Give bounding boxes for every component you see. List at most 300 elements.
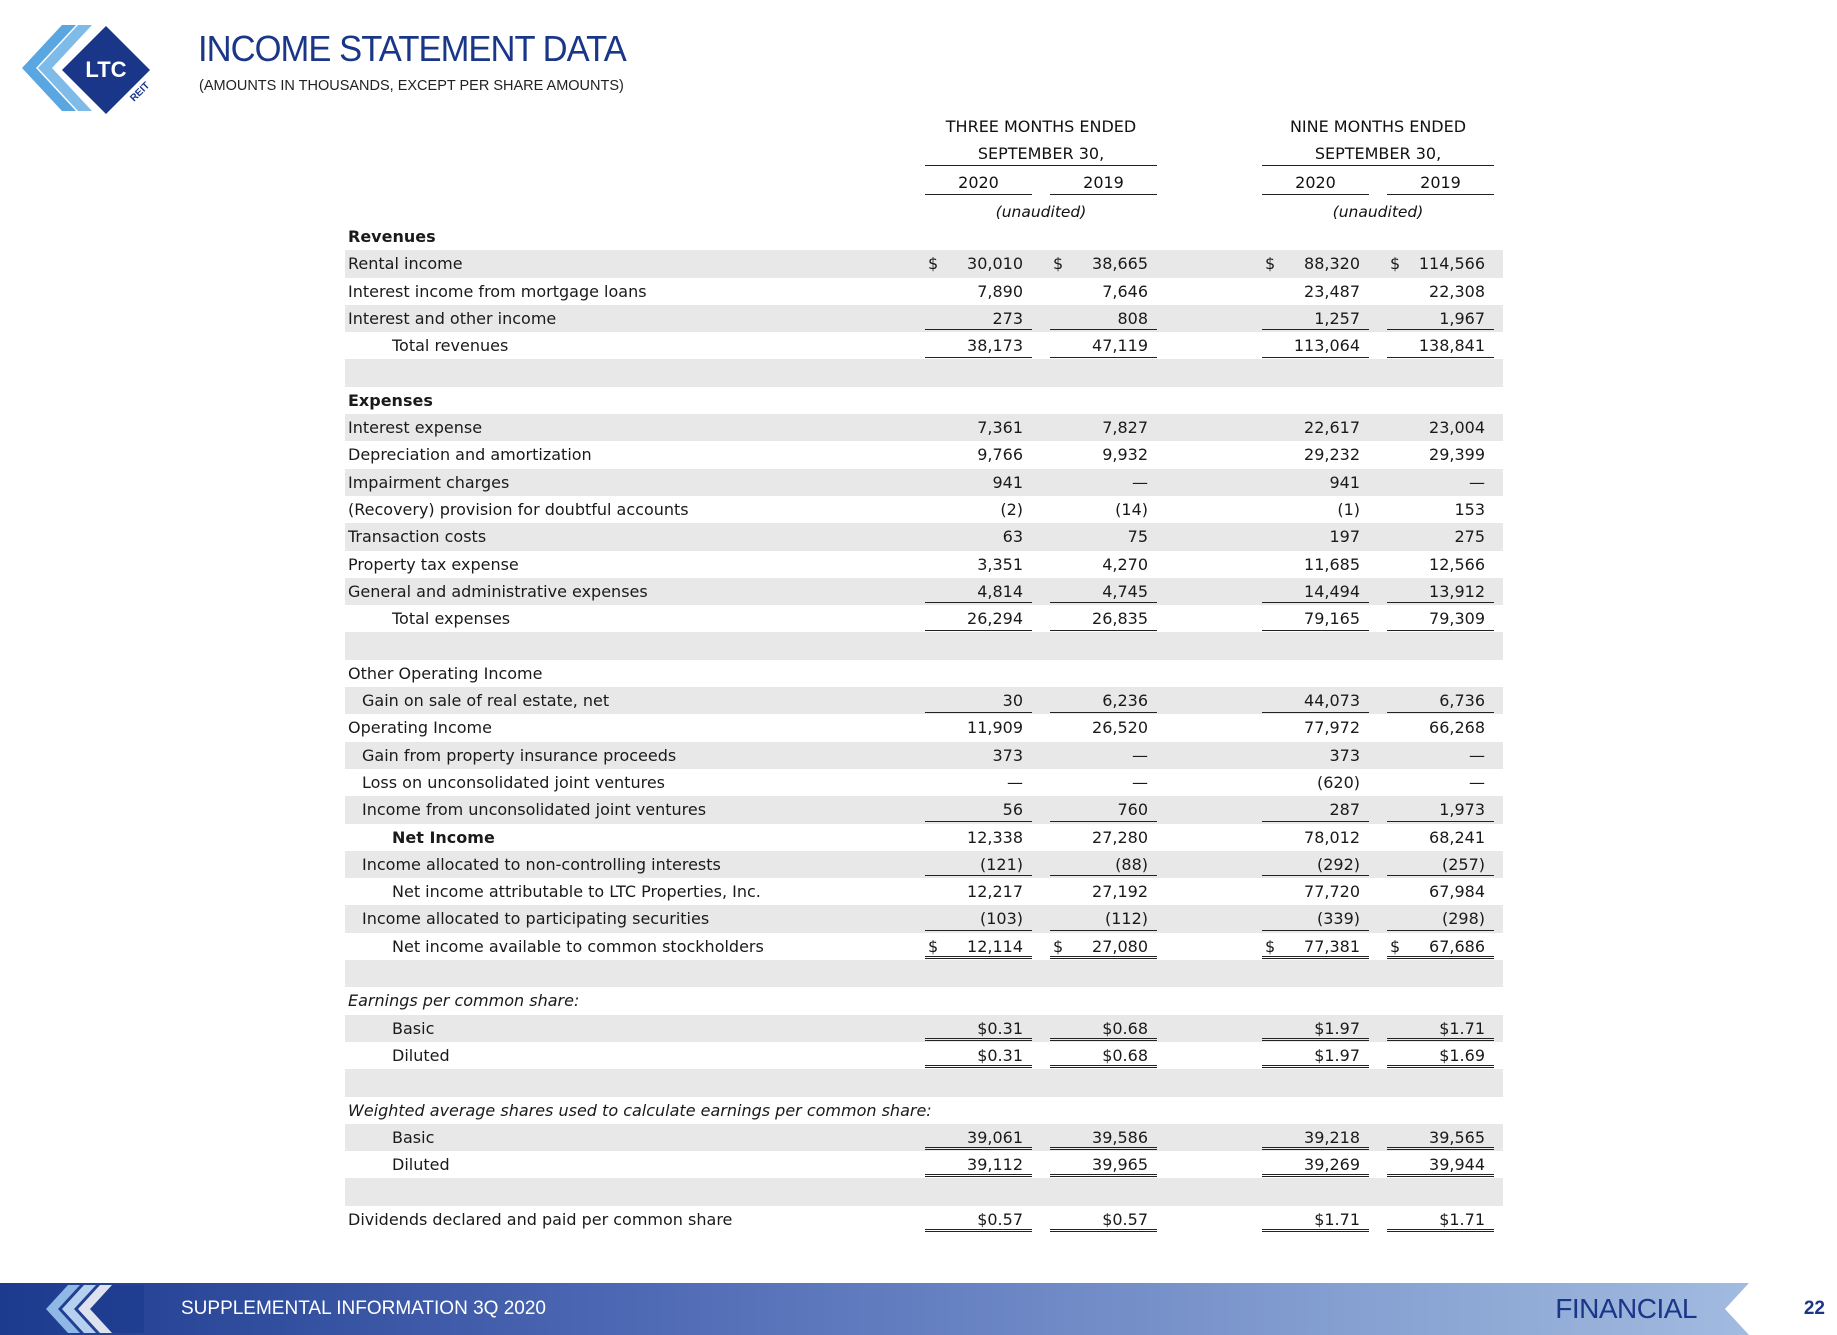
cell-value: 27,080 <box>1092 936 1148 956</box>
value-cell-nine-months-2019 <box>1387 578 1494 604</box>
value-cell-three-months-2020 <box>925 1206 1032 1232</box>
cell-value: 22,617 <box>1304 418 1360 438</box>
value-cell-three-months-2019 <box>1050 1151 1157 1177</box>
value-cell-three-months-2019 <box>1050 742 1157 769</box>
value-cell-three-months-2020 <box>925 742 1032 769</box>
row-label: Interest expense <box>348 418 483 438</box>
row-label: Basic <box>392 1127 435 1147</box>
value-cell-nine-months-2020 <box>1262 687 1369 713</box>
value-cell-three-months-2019 <box>1050 523 1157 550</box>
value-cell-three-months-2019 <box>1050 605 1157 631</box>
spacer-row <box>345 1069 1503 1096</box>
currency-symbol: $ <box>1053 254 1064 274</box>
table-row <box>345 714 1503 741</box>
currency-symbol: $ <box>928 254 939 274</box>
cell-value: (298) <box>1441 909 1485 929</box>
cell-value: 29,399 <box>1429 445 1485 465</box>
table-row <box>345 414 1503 441</box>
value-cell-three-months-2019 <box>1050 1206 1157 1232</box>
cell-value: 153 <box>1454 499 1485 519</box>
value-cell-nine-months-2019 <box>1387 1042 1494 1068</box>
value-cell-nine-months-2020 <box>1262 1151 1369 1177</box>
cell-value: 39,112 <box>967 1155 1023 1175</box>
cell-value: 66,268 <box>1429 718 1485 738</box>
cell-value: (339) <box>1316 909 1360 929</box>
cell-value: $1.71 <box>1439 1209 1485 1229</box>
cell-value: 39,586 <box>1092 1127 1148 1147</box>
value-cell-nine-months-2019 <box>1387 250 1494 277</box>
logo-text: LTC <box>85 57 127 82</box>
row-label: Gain from property insurance proceeds <box>362 745 677 765</box>
currency-symbol: $ <box>928 936 939 956</box>
page-subtitle: (AMOUNTS IN THOUSANDS, EXCEPT PER SHARE AMOUNTS) <box>199 78 624 94</box>
row-label: Interest and other income <box>348 308 557 328</box>
cell-value: 7,646 <box>1102 281 1148 301</box>
cell-value: $0.31 <box>977 1018 1023 1038</box>
cell-value: — <box>1132 745 1148 765</box>
footer-bar <box>0 1283 1837 1335</box>
cell-value: $1.97 <box>1314 1018 1360 1038</box>
value-cell-three-months-2020 <box>925 441 1032 468</box>
cell-value: 7,827 <box>1102 418 1148 438</box>
cell-value: 6,736 <box>1439 691 1485 711</box>
table-row <box>345 223 1503 250</box>
cell-value: $0.31 <box>977 1045 1023 1065</box>
cell-value: 12,217 <box>967 882 1023 902</box>
cell-value: $1.69 <box>1439 1045 1485 1065</box>
row-label: Income allocated to participating securities <box>362 909 710 929</box>
table-row <box>345 305 1503 332</box>
cell-value: 9,932 <box>1102 445 1148 465</box>
value-cell-nine-months-2019 <box>1387 278 1494 305</box>
value-cell-three-months-2020 <box>925 250 1032 277</box>
value-cell-three-months-2020 <box>925 278 1032 305</box>
cell-value: 39,218 <box>1304 1127 1360 1147</box>
row-label: Expenses <box>348 390 433 410</box>
row-label: Depreciation and amortization <box>348 445 592 465</box>
cell-value: (2) <box>1000 499 1023 519</box>
value-cell-three-months-2019 <box>1050 796 1157 822</box>
cell-value: 39,944 <box>1429 1155 1485 1175</box>
value-cell-three-months-2020 <box>925 605 1032 631</box>
currency-symbol: $ <box>1390 254 1401 274</box>
cell-value: (1) <box>1337 499 1360 519</box>
value-cell-three-months-2020 <box>925 824 1032 851</box>
value-cell-three-months-2019 <box>1050 1124 1157 1150</box>
cell-value: 4,745 <box>1102 581 1148 601</box>
row-label: Net income attributable to LTC Properties, Inc. <box>392 882 761 902</box>
value-cell-nine-months-2019 <box>1387 742 1494 769</box>
cell-value: 114,566 <box>1418 254 1485 274</box>
value-cell-three-months-2019 <box>1050 250 1157 277</box>
table-row <box>345 1042 1503 1069</box>
cell-value: 13,912 <box>1429 581 1485 601</box>
table-row <box>345 332 1503 359</box>
row-label: Basic <box>392 1018 435 1038</box>
cell-value: 67,984 <box>1429 882 1485 902</box>
value-cell-three-months-2020 <box>925 1042 1032 1068</box>
value-cell-three-months-2019 <box>1050 278 1157 305</box>
value-cell-three-months-2020 <box>925 1015 1032 1041</box>
value-cell-nine-months-2020 <box>1262 1206 1369 1232</box>
row-label: General and administrative expenses <box>348 581 648 601</box>
table-row <box>345 1151 1503 1178</box>
value-cell-nine-months-2020 <box>1262 1015 1369 1041</box>
value-cell-nine-months-2020 <box>1262 578 1369 604</box>
cell-value: — <box>1007 772 1023 792</box>
cell-value: 941 <box>1329 472 1360 492</box>
value-cell-three-months-2019 <box>1050 305 1157 331</box>
cell-value: 27,280 <box>1092 827 1148 847</box>
three-months-header-line2: SEPTEMBER 30, <box>925 144 1157 166</box>
value-cell-nine-months-2020 <box>1262 796 1369 822</box>
value-cell-nine-months-2020 <box>1262 714 1369 741</box>
nine-months-unaudited: (unaudited) <box>1332 203 1424 221</box>
value-cell-three-months-2019 <box>1050 332 1157 358</box>
row-label: Transaction costs <box>348 527 487 547</box>
ltc-logo <box>22 20 162 120</box>
cell-value: $1.97 <box>1314 1045 1360 1065</box>
income-statement-table <box>345 223 1503 1233</box>
row-label: Total revenues <box>392 336 509 356</box>
cell-value: 30,010 <box>967 254 1023 274</box>
value-cell-nine-months-2019 <box>1387 551 1494 578</box>
row-label: (Recovery) provision for doubtful accounts <box>348 499 689 519</box>
row-label: Diluted <box>392 1155 450 1175</box>
table-row <box>345 551 1503 578</box>
table-row <box>345 1015 1503 1042</box>
cell-value: 88,320 <box>1304 254 1360 274</box>
cell-value: 77,972 <box>1304 718 1360 738</box>
value-cell-nine-months-2020 <box>1262 1042 1369 1068</box>
cell-value: 1,967 <box>1439 308 1485 328</box>
cell-value: — <box>1469 472 1485 492</box>
cell-value: 23,487 <box>1304 281 1360 301</box>
cell-value: 78,012 <box>1304 827 1360 847</box>
table-row <box>345 769 1503 796</box>
value-cell-nine-months-2020 <box>1262 769 1369 796</box>
cell-value: 4,270 <box>1102 554 1148 574</box>
footer-section-label: FINANCIAL <box>1555 1293 1697 1324</box>
cell-value: $0.57 <box>977 1209 1023 1229</box>
value-cell-nine-months-2020 <box>1262 469 1369 496</box>
table-row <box>345 933 1503 960</box>
value-cell-nine-months-2020 <box>1262 496 1369 523</box>
row-label: Revenues <box>348 227 436 246</box>
row-label: Earnings per common share: <box>348 991 580 1011</box>
value-cell-three-months-2020 <box>925 1124 1032 1150</box>
table-row <box>345 824 1503 851</box>
cell-value: (121) <box>979 854 1023 874</box>
value-cell-three-months-2020 <box>925 469 1032 496</box>
table-row <box>345 987 1503 1014</box>
row-label: Gain on sale of real estate, net <box>362 691 610 711</box>
table-row <box>345 1124 1503 1151</box>
cell-value: 808 <box>1117 308 1148 328</box>
table-row <box>345 605 1503 632</box>
cell-value: 373 <box>1329 745 1360 765</box>
cell-value: 38,665 <box>1092 254 1148 274</box>
currency-symbol: $ <box>1053 936 1064 956</box>
cell-value: (112) <box>1104 909 1148 929</box>
value-cell-three-months-2020 <box>925 687 1032 713</box>
table-row <box>345 387 1503 414</box>
value-cell-nine-months-2020 <box>1262 605 1369 631</box>
value-cell-nine-months-2020 <box>1262 933 1369 959</box>
cell-value: 23,004 <box>1429 418 1485 438</box>
value-cell-three-months-2019 <box>1050 687 1157 713</box>
cell-value: 138,841 <box>1418 336 1485 356</box>
row-label: Weighted average shares used to calculate earnings per common share: <box>348 1100 932 1120</box>
cell-value: — <box>1469 745 1485 765</box>
cell-value: 760 <box>1117 800 1148 820</box>
value-cell-three-months-2019 <box>1050 878 1157 905</box>
currency-symbol: $ <box>1265 254 1276 274</box>
nine-months-year-2020: 2020 <box>1262 173 1369 195</box>
nine-months-header-line1: NINE MONTHS ENDED <box>1289 117 1467 136</box>
value-cell-nine-months-2019 <box>1387 1015 1494 1041</box>
value-cell-three-months-2019 <box>1050 496 1157 523</box>
cell-value: 273 <box>992 308 1023 328</box>
cell-value: (620) <box>1316 772 1360 792</box>
cell-value: 1,973 <box>1439 800 1485 820</box>
cell-value: 79,309 <box>1429 609 1485 629</box>
cell-value: 39,061 <box>967 1127 1023 1147</box>
value-cell-three-months-2020 <box>925 305 1032 331</box>
cell-value: (257) <box>1441 854 1485 874</box>
value-cell-three-months-2019 <box>1050 824 1157 851</box>
cell-value: 38,173 <box>967 336 1023 356</box>
value-cell-three-months-2019 <box>1050 578 1157 604</box>
row-label: Diluted <box>392 1045 450 1065</box>
cell-value: (88) <box>1115 854 1148 874</box>
value-cell-three-months-2019 <box>1050 551 1157 578</box>
cell-value: (103) <box>979 909 1023 929</box>
table-row <box>345 578 1503 605</box>
row-label: Other Operating Income <box>348 663 543 683</box>
value-cell-nine-months-2020 <box>1262 278 1369 305</box>
table-row <box>345 1206 1503 1233</box>
row-label: Loss on unconsolidated joint ventures <box>362 772 665 792</box>
value-cell-nine-months-2019 <box>1387 332 1494 358</box>
page-title: INCOME STATEMENT DATA <box>198 28 626 69</box>
cell-value: 44,073 <box>1304 691 1360 711</box>
table-row <box>345 1097 1503 1124</box>
cell-value: 47,119 <box>1092 336 1148 356</box>
value-cell-three-months-2019 <box>1050 1015 1157 1041</box>
table-row <box>345 441 1503 468</box>
value-cell-nine-months-2019 <box>1387 441 1494 468</box>
row-label: Property tax expense <box>348 554 519 574</box>
value-cell-three-months-2020 <box>925 578 1032 604</box>
cell-value: 12,338 <box>967 827 1023 847</box>
cell-value: 6,236 <box>1102 691 1148 711</box>
row-label: Interest income from mortgage loans <box>348 281 647 301</box>
table-row <box>345 250 1503 277</box>
value-cell-three-months-2019 <box>1050 441 1157 468</box>
value-cell-nine-months-2019 <box>1387 496 1494 523</box>
spacer-row <box>345 359 1503 386</box>
cell-value: 79,165 <box>1304 609 1360 629</box>
cell-value: $1.71 <box>1314 1209 1360 1229</box>
value-cell-nine-months-2020 <box>1262 851 1369 877</box>
value-cell-nine-months-2019 <box>1387 523 1494 550</box>
three-months-header-line1: THREE MONTHS ENDED <box>945 117 1137 136</box>
cell-value: 275 <box>1454 527 1485 547</box>
value-cell-three-months-2019 <box>1050 905 1157 931</box>
nine-months-year-2019: 2019 <box>1387 173 1494 195</box>
three-months-year-2019: 2019 <box>1050 173 1157 195</box>
value-cell-three-months-2019 <box>1050 851 1157 877</box>
value-cell-three-months-2020 <box>925 714 1032 741</box>
value-cell-three-months-2020 <box>925 905 1032 931</box>
value-cell-nine-months-2019 <box>1387 1151 1494 1177</box>
value-cell-three-months-2019 <box>1050 469 1157 496</box>
cell-value: 3,351 <box>977 554 1023 574</box>
row-label: Dividends declared and paid per common share <box>348 1209 733 1229</box>
value-cell-nine-months-2019 <box>1387 769 1494 796</box>
value-cell-three-months-2020 <box>925 769 1032 796</box>
cell-value: $1.71 <box>1439 1018 1485 1038</box>
row-label: Net income available to common stockholders <box>392 936 764 956</box>
table-row <box>345 523 1503 550</box>
table-row <box>345 796 1503 823</box>
cell-value: 26,835 <box>1092 609 1148 629</box>
cell-value: — <box>1132 472 1148 492</box>
value-cell-three-months-2020 <box>925 878 1032 905</box>
value-cell-nine-months-2020 <box>1262 905 1369 931</box>
cell-value: 22,308 <box>1429 281 1485 301</box>
cell-value: $0.57 <box>1102 1209 1148 1229</box>
cell-value: 63 <box>1002 527 1023 547</box>
row-label: Operating Income <box>348 718 492 738</box>
spacer-row <box>345 632 1503 659</box>
cell-value: 373 <box>992 745 1023 765</box>
table-row <box>345 687 1503 714</box>
value-cell-nine-months-2020 <box>1262 878 1369 905</box>
cell-value: 39,269 <box>1304 1155 1360 1175</box>
table-row <box>345 878 1503 905</box>
cell-value: 39,965 <box>1092 1155 1148 1175</box>
logo-sub-text: REIT <box>128 80 153 105</box>
cell-value: 113,064 <box>1293 336 1360 356</box>
value-cell-three-months-2020 <box>925 851 1032 877</box>
cell-value: $0.68 <box>1102 1045 1148 1065</box>
cell-value: 29,232 <box>1304 445 1360 465</box>
value-cell-nine-months-2019 <box>1387 824 1494 851</box>
table-row <box>345 469 1503 496</box>
value-cell-three-months-2019 <box>1050 933 1157 959</box>
value-cell-nine-months-2020 <box>1262 551 1369 578</box>
spacer-row <box>345 1178 1503 1205</box>
value-cell-three-months-2020 <box>925 332 1032 358</box>
table-row <box>345 742 1503 769</box>
cell-value: 197 <box>1329 527 1360 547</box>
row-label: Net Income <box>392 827 495 847</box>
value-cell-nine-months-2020 <box>1262 824 1369 851</box>
cell-value: 287 <box>1329 800 1360 820</box>
value-cell-nine-months-2019 <box>1387 469 1494 496</box>
value-cell-nine-months-2020 <box>1262 441 1369 468</box>
value-cell-nine-months-2019 <box>1387 714 1494 741</box>
table-row <box>345 496 1503 523</box>
nine-months-header-line2: SEPTEMBER 30, <box>1262 144 1494 166</box>
value-cell-nine-months-2020 <box>1262 332 1369 358</box>
currency-symbol: $ <box>1390 936 1401 956</box>
value-cell-nine-months-2019 <box>1387 905 1494 931</box>
value-cell-nine-months-2019 <box>1387 878 1494 905</box>
table-row <box>345 660 1503 687</box>
value-cell-nine-months-2019 <box>1387 305 1494 331</box>
cell-value: 12,566 <box>1429 554 1485 574</box>
table-row <box>345 851 1503 878</box>
value-cell-three-months-2020 <box>925 1151 1032 1177</box>
value-cell-nine-months-2019 <box>1387 796 1494 822</box>
row-label: Income from unconsolidated joint ventures <box>362 800 707 820</box>
cell-value: (292) <box>1316 854 1360 874</box>
cell-value: 39,565 <box>1429 1127 1485 1147</box>
cell-value: 27,192 <box>1092 882 1148 902</box>
cell-value: $0.68 <box>1102 1018 1148 1038</box>
value-cell-three-months-2020 <box>925 496 1032 523</box>
cell-value: 67,686 <box>1429 936 1485 956</box>
value-cell-three-months-2020 <box>925 523 1032 550</box>
cell-value: 56 <box>1002 800 1023 820</box>
value-cell-nine-months-2020 <box>1262 523 1369 550</box>
value-cell-three-months-2020 <box>925 933 1032 959</box>
page-number: 22 <box>1803 1298 1825 1319</box>
footer-title: SUPPLEMENTAL INFORMATION 3Q 2020 <box>181 1298 546 1319</box>
value-cell-nine-months-2019 <box>1387 1124 1494 1150</box>
cell-value: 1,257 <box>1314 308 1360 328</box>
cell-value: 26,294 <box>967 609 1023 629</box>
value-cell-three-months-2019 <box>1050 714 1157 741</box>
row-label: Total expenses <box>392 609 511 629</box>
value-cell-nine-months-2019 <box>1387 1206 1494 1232</box>
value-cell-three-months-2019 <box>1050 1042 1157 1068</box>
cell-value: 75 <box>1127 527 1148 547</box>
value-cell-nine-months-2019 <box>1387 933 1494 959</box>
three-months-year-2020: 2020 <box>925 173 1032 195</box>
cell-value: 7,361 <box>977 418 1023 438</box>
row-label: Income allocated to non-controlling interests <box>362 854 721 874</box>
row-label: Impairment charges <box>348 472 510 492</box>
cell-value: 11,909 <box>967 718 1023 738</box>
value-cell-nine-months-2020 <box>1262 250 1369 277</box>
spacer-row <box>345 960 1503 987</box>
footer-chevrons-icon <box>40 1283 150 1335</box>
row-label: Rental income <box>348 254 463 274</box>
value-cell-three-months-2020 <box>925 551 1032 578</box>
table-row <box>345 278 1503 305</box>
cell-value: 9,766 <box>977 445 1023 465</box>
value-cell-nine-months-2020 <box>1262 414 1369 441</box>
value-cell-nine-months-2019 <box>1387 687 1494 713</box>
cell-value: 941 <box>992 472 1023 492</box>
cell-value: 30 <box>1002 691 1023 711</box>
table-row <box>345 905 1503 932</box>
three-months-unaudited: (unaudited) <box>995 203 1087 221</box>
cell-value: — <box>1132 772 1148 792</box>
cell-value: 68,241 <box>1429 827 1485 847</box>
value-cell-three-months-2020 <box>925 796 1032 822</box>
value-cell-nine-months-2019 <box>1387 414 1494 441</box>
cell-value: — <box>1469 772 1485 792</box>
cell-value: 12,114 <box>967 936 1023 956</box>
cell-value: 4,814 <box>977 581 1023 601</box>
value-cell-three-months-2019 <box>1050 414 1157 441</box>
currency-symbol: $ <box>1265 936 1276 956</box>
